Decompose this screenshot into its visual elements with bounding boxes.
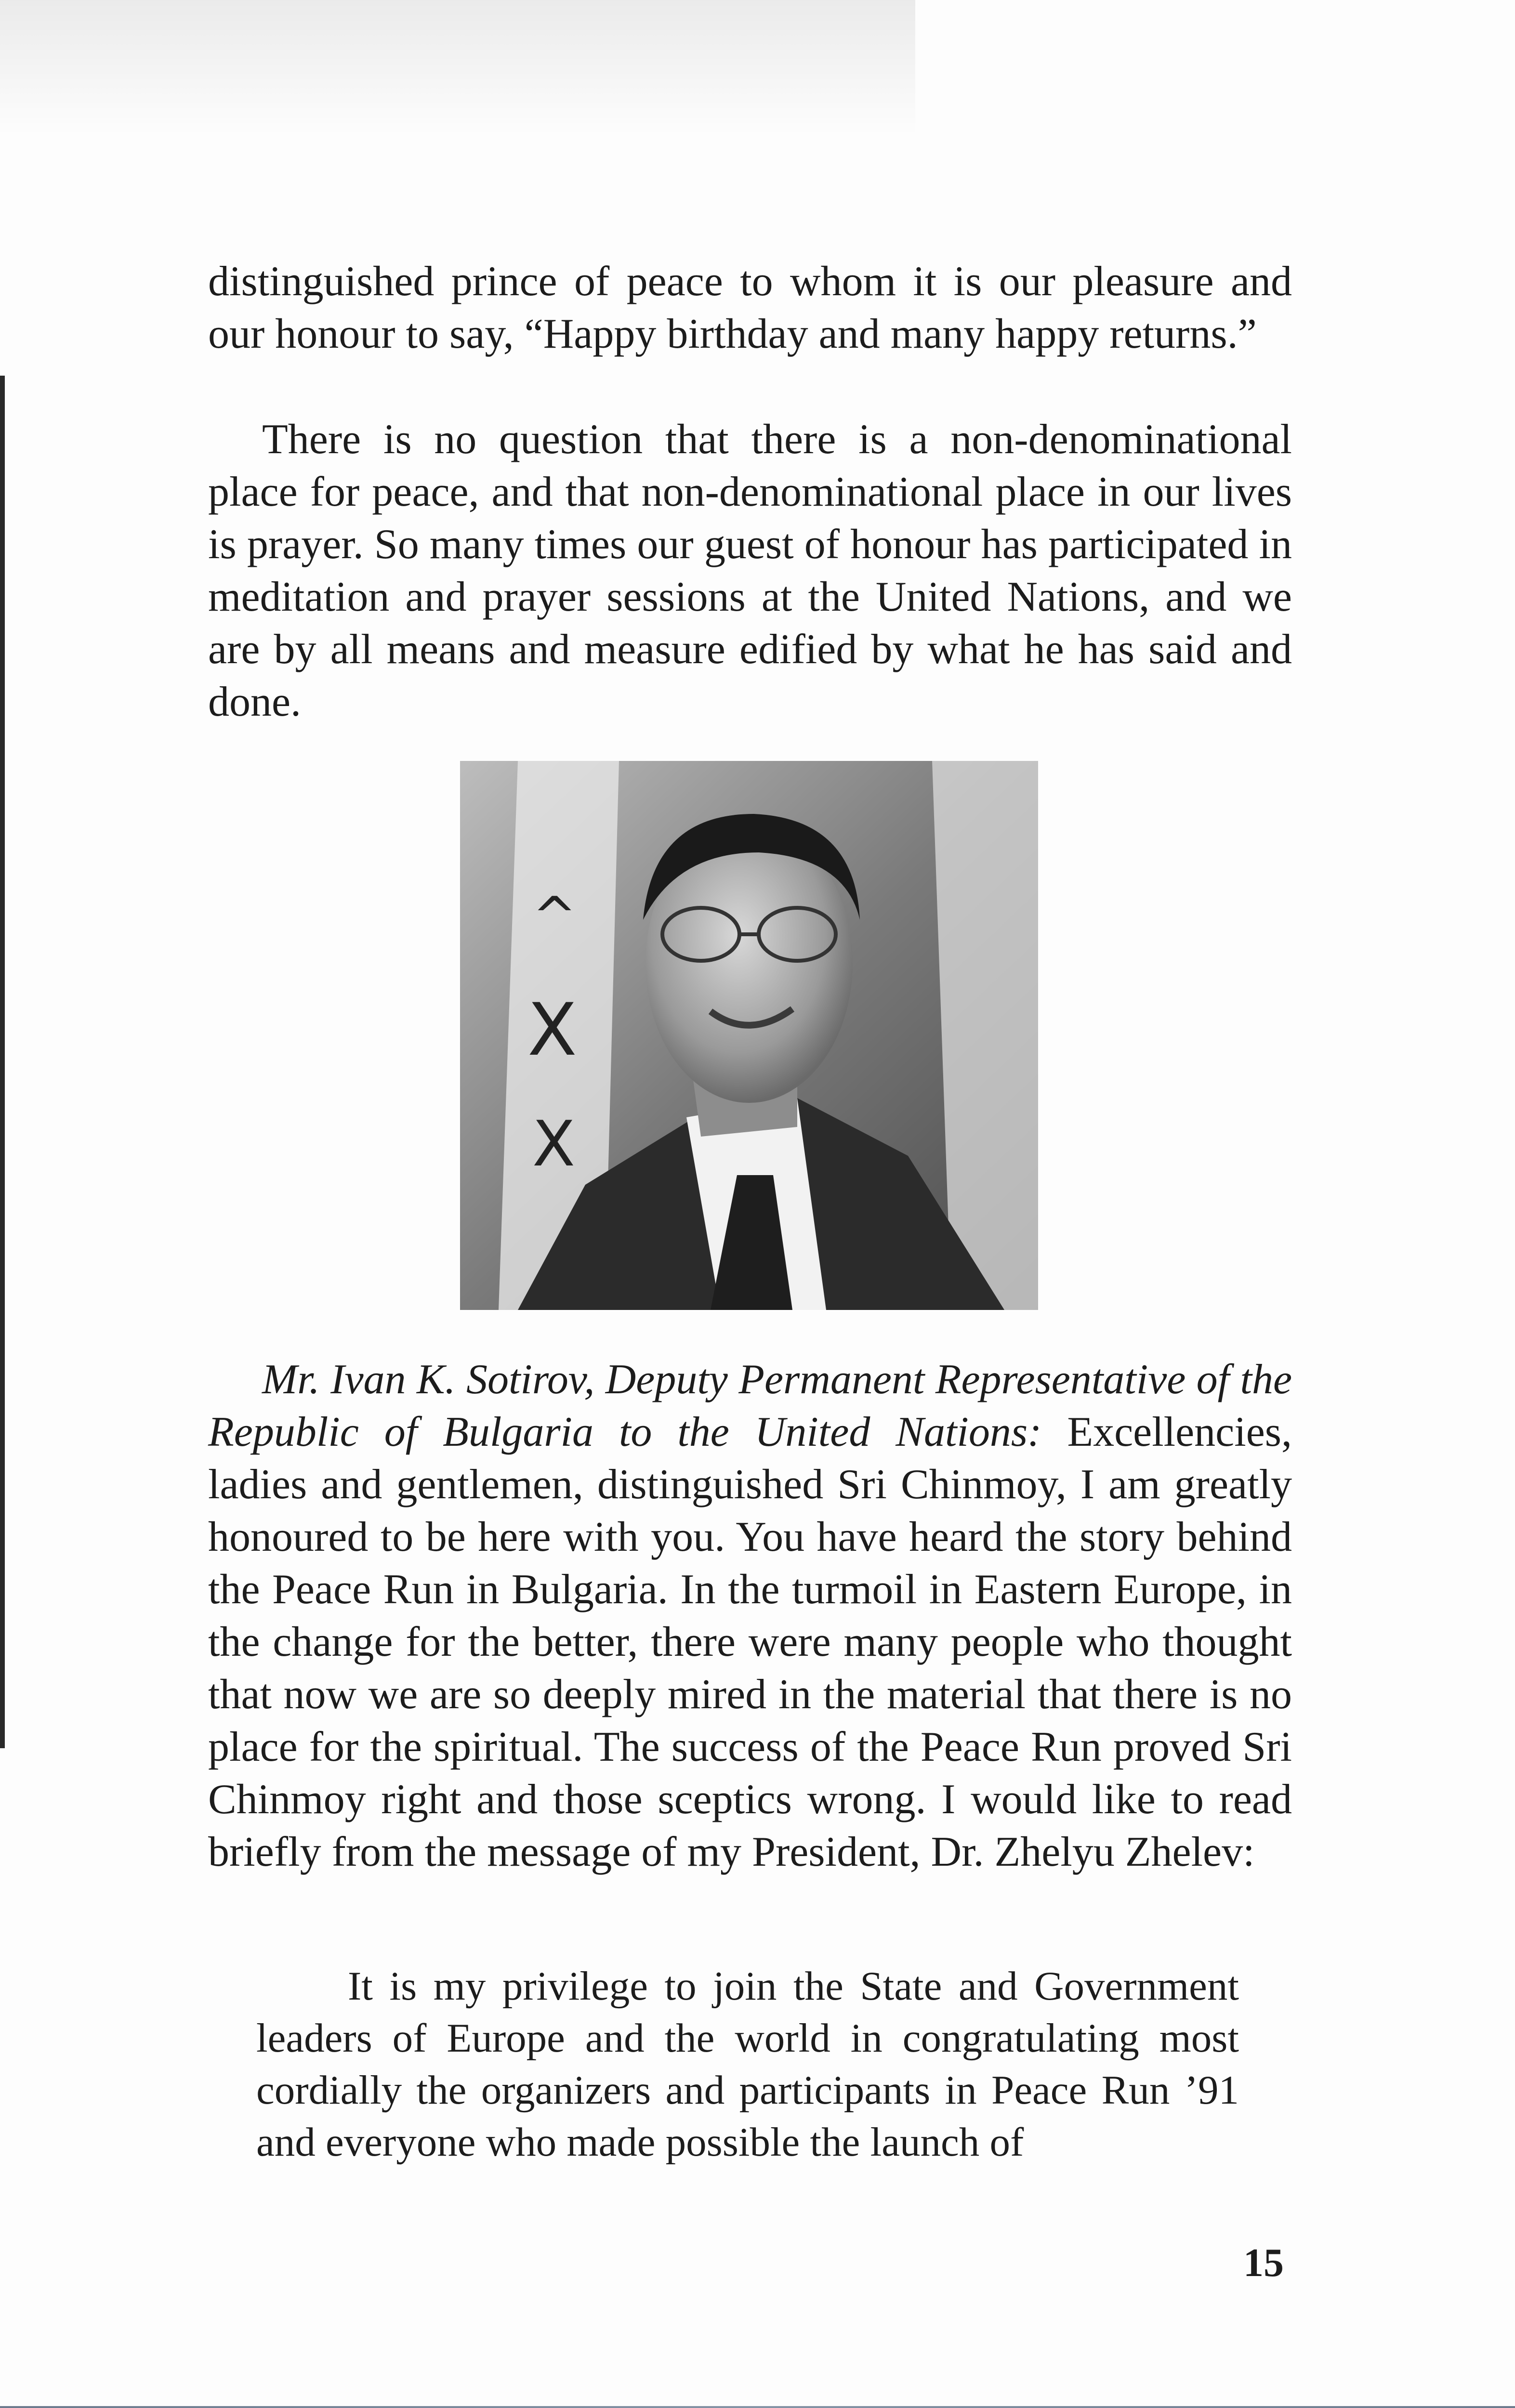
svg-text:X: X: [532, 1107, 576, 1180]
scan-edge-line: [0, 376, 5, 1748]
speaker-photo: [460, 761, 1038, 1310]
speech-paragraph: [208, 1353, 1292, 1878]
block-quote: It is my privilege to join the State and Government leaders of Europe and the world in congratulating most cordially the organizers and participants in Peace Run ’91 and everyone who made possible the launch of: [256, 1963, 1239, 2165]
paragraph-continuation: distinguished prince of peace to whom it is our pleasure and our honour to say, “Happy birthday and many happy returns.”: [208, 258, 1292, 357]
scan-bottom-bar: [0, 2406, 1515, 2408]
scan-smudge: [0, 0, 915, 135]
svg-text:^: ^: [532, 885, 577, 947]
speaker-attribution: Mr. Ivan K. Sotirov, Deputy Permanent Representative of the Republic of Bulgaria to the United Nations:: [208, 1356, 1292, 1455]
svg-text:X: X: [527, 988, 577, 1072]
speech-text: Excellencies, ladies and gentlemen, distinguished Sri Chinmoy, I am greatly honoured to be here with you. You have heard the story behind the Peace Run in Bulgaria. In the turmoil in Eastern Europe, in the change for the better, there were many people who thought that now we are so deeply mired in the material that there is no place for the spiritual. The success of the Peace Run proved Sri Chinmoy right and those sceptics wrong. I would like to read briefly from the message of my President, Dr. Zhelyu Zhelev:: [208, 1409, 1292, 1875]
paragraph-prayer: There is no question that there is a non-denominational place for peace, and that non-denominational place in our lives is prayer. So many times our guest of honour has participated in meditation and prayer sessions at the United Nations, and we are by all means and measure edified by what he has said and done.: [208, 416, 1292, 725]
page-number: 15: [1243, 2240, 1284, 2285]
